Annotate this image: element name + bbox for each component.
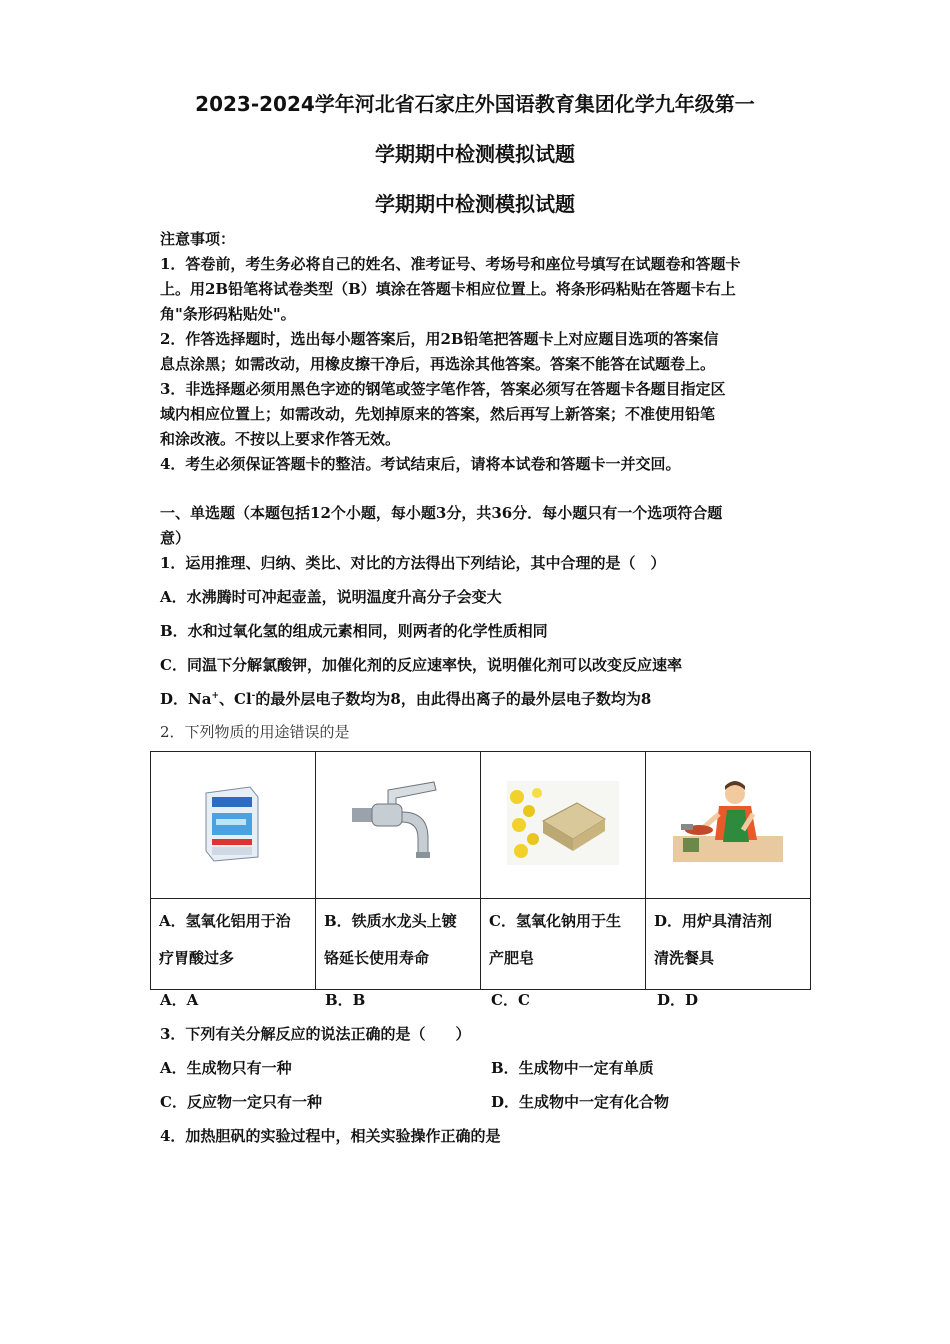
q3-option-a: A．生成物只有一种 <box>160 1059 292 1077</box>
q1-option-d: D．Na+、Cl-的最外层电子数均为8，由此得出离子的最外层电子数均为8 <box>160 690 652 708</box>
q4-stem: 4．加热胆矾的实验过程中，相关实验操作正确的是 <box>160 1127 501 1145</box>
notice-line: 4．考生必须保证答题卡的整洁。考试结束后，请将本试卷和答题卡一并交回。 <box>160 455 681 473</box>
notice-line: 角"条形码粘贴处"。 <box>160 305 296 323</box>
q1-option-b: B．水和过氧化氢的组成元素相同，则两者的化学性质相同 <box>160 622 548 640</box>
q3-option-c: C．反应物一定只有一种 <box>160 1093 322 1111</box>
q2-cell-d: D．用炉具清洁剂 清洗餐具 <box>646 899 811 990</box>
q2-options-table <box>150 751 811 990</box>
q2-image-cell-a <box>151 752 316 899</box>
title-line-3: 学期期中检测模拟试题 <box>375 192 575 216</box>
q3-option-b: B．生成物中一定有单质 <box>491 1059 654 1077</box>
faucet-icon <box>348 778 448 868</box>
q1-option-a: A．水沸腾时可冲起壶盖，说明温度升高分子会变大 <box>160 588 502 606</box>
medicine-box-icon <box>198 783 268 863</box>
notice-line: 3．非选择题必须用黑色字迹的钢笔或签字笔作答，答案必须写在答题卡各题目指定区 <box>160 380 726 398</box>
notice-line: 1．答卷前，考生务必将自己的姓名、准考证号、考场号和座位号填写在试题卷和答题卡 <box>160 255 741 273</box>
notice-line: 息点涂黑；如需改动，用橡皮擦干净后，再选涂其他答案。答案不能答在试题卷上。 <box>160 355 716 373</box>
notice-heading: 注意事项： <box>160 230 236 248</box>
q2-image-cell-b <box>316 752 481 899</box>
notice-line: 上。用2B铅笔将试卷类型（B）填涂在答题卡相应位置上。将条形码粘贴在答题卡右上 <box>160 280 736 298</box>
notice-line: 和涂改液。不按以上要求作答无效。 <box>160 430 401 448</box>
q2-answer-c: C．C <box>491 991 530 1009</box>
q2-cell-c: C．氢氧化钠用于生 产肥皂 <box>481 899 646 990</box>
q1-option-c: C．同温下分解氯酸钾，加催化剂的反应速率快，说明催化剂可以改变反应速率 <box>160 656 682 674</box>
q2-stem: 2．下列物质的用途错误的是 <box>160 723 350 741</box>
q2-cell-b: B．铁质水龙头上镀 铬延长使用寿命 <box>316 899 481 990</box>
q2-answer-d: D．D <box>657 991 699 1009</box>
notice-line: 域内相应位置上；如需改动，先划掉原来的答案，然后再写上新答案；不准使用铅笔 <box>160 405 716 423</box>
section-heading: 一、单选题（本题包括12个小题，每小题3分，共36分．每小题只有一个选项符合题 <box>160 504 723 522</box>
q2-cell-a: A．氢氧化铝用于治 疗胃酸过多 <box>151 899 316 990</box>
person-washing-dishes-icon <box>673 780 783 866</box>
q2-image-cell-c <box>481 752 646 899</box>
q2-image-cell-d <box>646 752 811 899</box>
q2-answer-a: A．A <box>160 991 199 1009</box>
q3-stem: 3．下列有关分解反应的说法正确的是（ ） <box>160 1025 471 1043</box>
title-line-1: 2023-2024学年河北省石家庄外国语教育集团化学九年级第一 <box>195 92 755 116</box>
notice-line: 2．作答选择题时，选出每小题答案后，用2B铅笔把答题卡上对应题目选项的答案信 <box>160 330 719 348</box>
section-heading-cont: 意） <box>160 529 191 547</box>
soap-icon <box>507 781 619 865</box>
q3-option-d: D．生成物中一定有化合物 <box>491 1093 670 1111</box>
q2-answer-b: B．B <box>325 991 366 1009</box>
title-line-2: 学期期中检测模拟试题 <box>375 142 575 166</box>
q1-stem: 1．运用推理、归纳、类比、对比的方法得出下列结论，其中合理的是（ ） <box>160 554 666 572</box>
